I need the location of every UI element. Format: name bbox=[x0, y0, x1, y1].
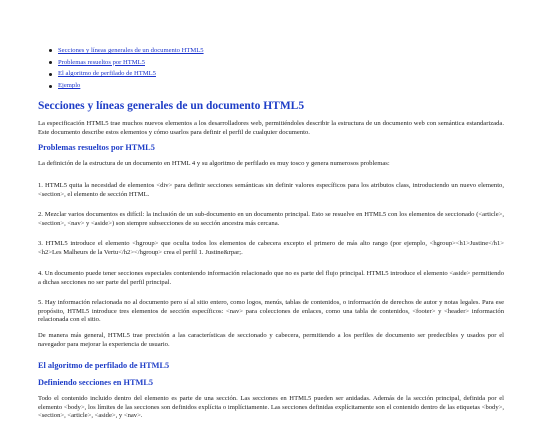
intro-paragraph: La especificación HTML5 trae muchos nuevos elementos a los desarrolladores web, permitiéndoles describir la estructura de un documento web con semántica estandarizada. Este documento describe estos elementos y cómo usarlos para definir el perfil de cualquier documento. bbox=[38, 120, 504, 136]
toc-link-algoritmo[interactable]: El algoritmo de perfilado de HTML5 bbox=[58, 70, 156, 78]
toc-item[interactable] bbox=[58, 80, 204, 92]
toc-link-ejemplo[interactable]: Ejemplo bbox=[58, 82, 81, 90]
toc-item[interactable] bbox=[58, 68, 204, 80]
problem-item-1: 1. HTML5 quita la necesidad de elementos <div> para definir secciones semánticas sin definir valores específicos para los atributos class, introduciendo un nuevo elemento, <section>, el elemento de sección HTML. bbox=[38, 182, 504, 198]
summary-paragraph: De manera más general, HTML5 trae precisión a las características de seccionado y cabecera, permitiendo a los perfiles de documento ser predecibles y usados por el navegador para mejorar la experiencia de usuario. bbox=[38, 332, 504, 348]
problem-item-4: 4. Un documento puede tener secciones especiales conteniendo información relacionado que no es parte del flujo principal. HTML5 introduce el elemento <aside> permitiendo a dichas secciones no ser parte del perfil principal. bbox=[38, 270, 504, 286]
definiendo-paragraph: Todo el contenido incluido dentro del elemento es parte de una sección. Las secciones en HTML5 pueden ser anidadas. Además de la sección principal, definida por el elemento <body>, los límites de las secciones son definidos explícita o implícitamente. Las secciones definidas explícitamente son el contenido dentro de las etiquetas <body>, <section>, <article>, <aside>, y <nav>. bbox=[38, 395, 504, 420]
toc-item[interactable] bbox=[58, 57, 204, 69]
section-heading-problemas: Problemas resueltos por HTML5 bbox=[38, 143, 155, 152]
problems-intro-paragraph: La definición de la estructura de un documento en HTML 4 y su algoritmo de perfilado es muy tosco y genera numerosos problemas: bbox=[38, 160, 390, 167]
problem-item-2: 2. Mezclar varios documentos es difícil: la inclusión de un sub-documento en un documento principal. Esto se resuelve en HTML5 con los elementos de seccionado (<article>, <section>, <nav> y <aside>) son siempre subsecciones de su sección ancestra más cercana. bbox=[38, 211, 504, 227]
section-heading-secciones: Secciones y líneas generales de un documento HTML5 bbox=[38, 100, 305, 112]
toc-item[interactable] bbox=[58, 45, 204, 57]
section-heading-algoritmo: El algoritmo de perfilado de HTML5 bbox=[38, 361, 170, 370]
subsection-heading-definiendo: Definiendo secciones en HTML5 bbox=[38, 378, 153, 387]
problem-item-3: 3. HTML5 introduce el elemento <hgroup> que oculta todos los elementos de cabecera excepto el primero de más alto rango (por ejemplo, <hgroup><h1>Justine</h1><h2>Les Malheurs de la Vertu</h2></hgroup> crea el perfil 1. Justine&rpar;. bbox=[38, 240, 504, 256]
table-of-contents bbox=[58, 45, 204, 92]
toc-link-problemas[interactable]: Problemas resueltos por HTML5 bbox=[58, 58, 145, 66]
problem-item-5: 5. Hay información relacionada no al documento pero sí al sitio entero, como logos, menús, tablas de contenidos, o información de derechos de autor y notas legales. Para ese propósito, HTML5 introduce tres elementos de sección específicos: <nav> para colecciones de enlaces, como una tabla de contenidos, <footer> y <header> información relacionada con el sitio. bbox=[38, 299, 504, 324]
toc-link-secciones[interactable]: Secciones y líneas generales de un documento HTML5 bbox=[58, 47, 204, 54]
